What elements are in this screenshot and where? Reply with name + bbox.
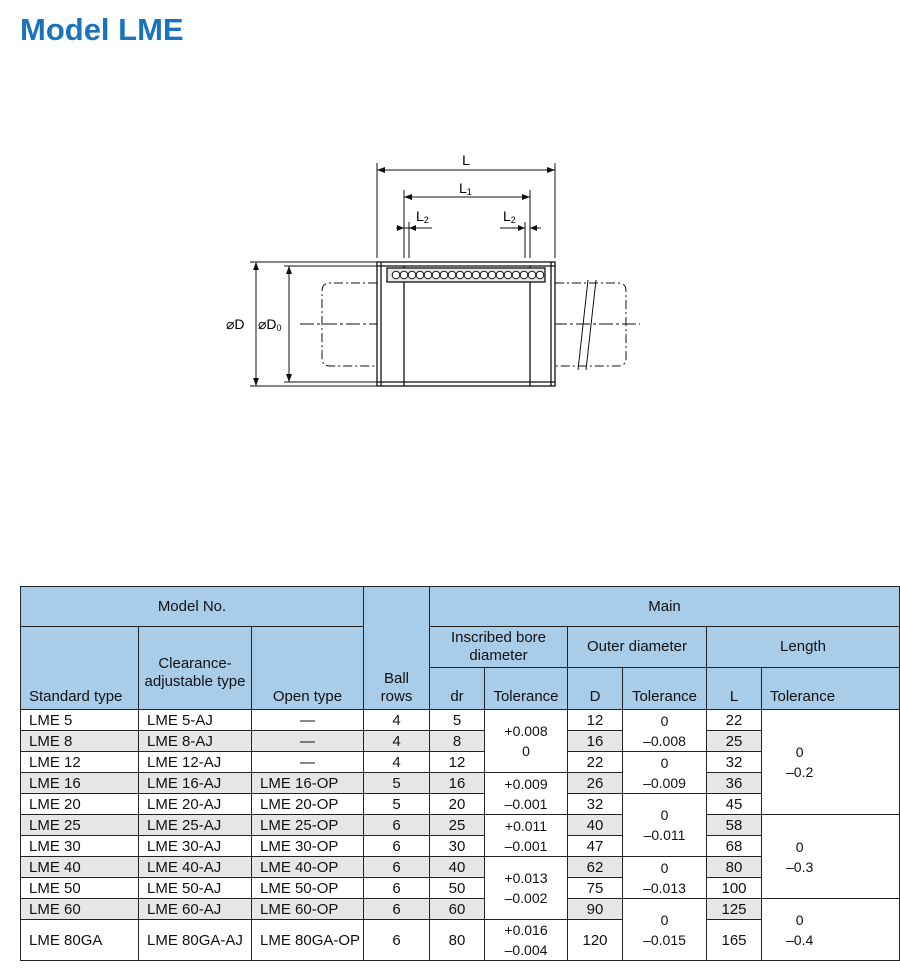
tolerance-upper: 0 xyxy=(795,911,804,928)
cell-D: 90 xyxy=(568,899,623,920)
cell-standard-type: LME 40 xyxy=(21,857,139,878)
header-outer-diameter: Outer diameter xyxy=(568,627,707,668)
cell-ball-rows: 6 xyxy=(364,815,430,836)
cell-D: 22 xyxy=(568,752,623,773)
cell-clearance-type: LME 5-AJ xyxy=(139,710,252,731)
tolerance-upper: 0 xyxy=(660,911,669,928)
cell-L: 25 xyxy=(707,731,762,752)
cell-L-tolerance xyxy=(762,710,900,815)
cell-clearance-type: LME 12-AJ xyxy=(139,752,252,773)
cell-standard-type: LME 12 xyxy=(21,752,139,773)
label-phi-D0: ⌀D0 xyxy=(258,316,282,333)
tolerance-upper: 0 xyxy=(795,744,804,760)
cell-open-type: LME 40-OP xyxy=(252,857,364,878)
cell-L: 32 xyxy=(707,752,762,773)
cell-dr-tolerance xyxy=(485,773,568,815)
tolerance-upper: 0 xyxy=(660,754,669,771)
cell-dr-tolerance xyxy=(485,815,568,857)
tolerance-lower: –0.011 xyxy=(643,827,686,843)
cell-standard-type: LME 20 xyxy=(21,794,139,815)
cell-dr: 60 xyxy=(430,899,485,920)
cell-dr: 12 xyxy=(430,752,485,773)
cell-standard-type: LME 5 xyxy=(21,710,139,731)
header-L: L xyxy=(707,668,762,710)
tolerance-lower: –0.009 xyxy=(643,774,686,791)
cell-ball-rows: 6 xyxy=(364,920,430,961)
cell-dr-tolerance xyxy=(485,920,568,961)
cell-clearance-type: LME 8-AJ xyxy=(139,731,252,752)
cell-L-tolerance xyxy=(762,815,900,899)
cell-dr: 16 xyxy=(430,773,485,794)
cell-open-type: — xyxy=(252,710,364,731)
header-inscribed-bore: Inscribed bore diameter xyxy=(430,627,568,668)
tolerance-upper: 0 xyxy=(660,712,669,729)
cell-standard-type: LME 60 xyxy=(21,899,139,920)
header-row-2 xyxy=(21,627,900,668)
tolerance-upper: +0.011 xyxy=(504,817,548,834)
label-L1: L1 xyxy=(459,180,472,197)
cell-L: 45 xyxy=(707,794,762,815)
tolerance-upper: 0 xyxy=(660,807,669,823)
cell-ball-rows: 4 xyxy=(364,752,430,773)
cell-standard-type: LME 50 xyxy=(21,878,139,899)
cell-D-tolerance xyxy=(623,794,707,857)
cell-L: 36 xyxy=(707,773,762,794)
bushing-body xyxy=(377,262,555,386)
cell-L-tolerance xyxy=(762,899,900,961)
cell-standard-type: LME 8 xyxy=(21,731,139,752)
cell-dr-tolerance xyxy=(485,857,568,920)
header-D-tolerance: Tolerance xyxy=(623,668,707,710)
cell-open-type: LME 20-OP xyxy=(252,794,364,815)
cell-standard-type: LME 80GA xyxy=(21,920,139,961)
cell-ball-rows: 4 xyxy=(364,710,430,731)
cell-open-type: LME 50-OP xyxy=(252,878,364,899)
cell-L: 80 xyxy=(707,857,762,878)
header-ball-rows: Ball rows xyxy=(364,587,430,710)
cell-open-type: LME 60-OP xyxy=(252,899,364,920)
cell-D: 47 xyxy=(568,836,623,857)
header-dr-tolerance: Tolerance xyxy=(485,668,568,710)
cell-standard-type: LME 30 xyxy=(21,836,139,857)
header-clearance-type: Clearance-adjustable type xyxy=(139,627,252,710)
cell-ball-rows: 6 xyxy=(364,836,430,857)
label-L2-left: L2 xyxy=(416,208,429,225)
cell-ball-rows: 5 xyxy=(364,794,430,815)
tolerance-upper: +0.009 xyxy=(504,775,548,792)
header-standard-type: Standard type xyxy=(21,627,139,710)
cell-D: 62 xyxy=(568,857,623,878)
cell-ball-rows: 5 xyxy=(364,773,430,794)
cell-clearance-type: LME 40-AJ xyxy=(139,857,252,878)
cell-dr-tolerance xyxy=(485,710,568,773)
cell-clearance-type: LME 20-AJ xyxy=(139,794,252,815)
header-dr: dr xyxy=(430,668,485,710)
cell-ball-rows: 6 xyxy=(364,899,430,920)
dimension-L2-left xyxy=(396,222,432,258)
cell-L: 125 xyxy=(707,899,762,920)
cell-L: 100 xyxy=(707,878,762,899)
cell-clearance-type: LME 25-AJ xyxy=(139,815,252,836)
header-D: D xyxy=(568,668,623,710)
cell-D: 16 xyxy=(568,731,623,752)
cell-D-tolerance xyxy=(623,752,707,794)
cell-clearance-type: LME 30-AJ xyxy=(139,836,252,857)
cell-standard-type: LME 16 xyxy=(21,773,139,794)
page-title: Model LME xyxy=(20,12,184,47)
cell-clearance-type: LME 50-AJ xyxy=(139,878,252,899)
cell-D: 75 xyxy=(568,878,623,899)
cell-D: 32 xyxy=(568,794,623,815)
table-row xyxy=(21,815,900,836)
cell-open-type: — xyxy=(252,752,364,773)
tolerance-lower: –0.013 xyxy=(643,879,686,896)
tolerance-upper: 0 xyxy=(795,838,804,855)
cell-dr: 20 xyxy=(430,794,485,815)
cell-dr: 8 xyxy=(430,731,485,752)
tolerance-upper: 0 xyxy=(660,859,669,876)
cell-clearance-type: LME 16-AJ xyxy=(139,773,252,794)
label-L: L xyxy=(462,152,470,168)
tolerance-lower: –0.002 xyxy=(504,890,548,906)
tolerance-lower: –0.2 xyxy=(786,764,814,780)
cell-dr: 5 xyxy=(430,710,485,731)
tolerance-lower: –0.3 xyxy=(786,858,814,875)
cell-D-tolerance xyxy=(623,710,707,752)
cell-standard-type: LME 25 xyxy=(21,815,139,836)
tolerance-lower: –0.001 xyxy=(504,795,548,812)
header-length: Length xyxy=(707,627,900,668)
tolerance-lower: –0.001 xyxy=(504,837,548,854)
header-row-1 xyxy=(21,587,900,627)
cell-dr: 25 xyxy=(430,815,485,836)
cell-D-tolerance xyxy=(623,899,707,961)
cell-open-type: — xyxy=(252,731,364,752)
cell-open-type: LME 80GA-OP xyxy=(252,920,364,961)
cell-D: 120 xyxy=(568,920,623,961)
cell-clearance-type: LME 80GA-AJ xyxy=(139,920,252,961)
cell-L: 165 xyxy=(707,920,762,961)
spec-table xyxy=(20,586,900,961)
cell-D: 12 xyxy=(568,710,623,731)
header-model-no: Model No. xyxy=(21,587,364,627)
cell-clearance-type: LME 60-AJ xyxy=(139,899,252,920)
header-main: Main xyxy=(430,587,900,627)
tolerance-upper: +0.016 xyxy=(504,922,548,938)
cell-L: 68 xyxy=(707,836,762,857)
dimension-L2-right xyxy=(500,222,541,258)
table-row xyxy=(21,899,900,920)
tolerance-lower: –0.4 xyxy=(786,931,814,948)
cell-open-type: LME 30-OP xyxy=(252,836,364,857)
label-L2-right: L2 xyxy=(503,208,516,225)
cell-L: 58 xyxy=(707,815,762,836)
cell-ball-rows: 4 xyxy=(364,731,430,752)
cell-D: 26 xyxy=(568,773,623,794)
cell-open-type: LME 25-OP xyxy=(252,815,364,836)
tolerance-lower: –0.015 xyxy=(643,931,686,948)
cell-dr: 80 xyxy=(430,920,485,961)
label-phi-D: ⌀D xyxy=(226,316,245,332)
cell-dr: 30 xyxy=(430,836,485,857)
cell-dr: 50 xyxy=(430,878,485,899)
cell-open-type: LME 16-OP xyxy=(252,773,364,794)
tolerance-upper: +0.008 xyxy=(504,723,548,739)
ball-row xyxy=(392,271,544,279)
tolerance-lower: –0.004 xyxy=(504,942,548,958)
cell-L: 22 xyxy=(707,710,762,731)
table-row xyxy=(21,710,900,731)
cell-dr: 40 xyxy=(430,857,485,878)
tolerance-lower: 0 xyxy=(522,743,530,759)
tolerance-lower: –0.008 xyxy=(643,732,686,749)
header-L-tolerance: Tolerance xyxy=(762,668,900,710)
tolerance-upper: +0.013 xyxy=(504,870,548,886)
cell-ball-rows: 6 xyxy=(364,878,430,899)
header-open-type: Open type xyxy=(252,627,364,710)
cell-D-tolerance xyxy=(623,857,707,899)
cell-ball-rows: 6 xyxy=(364,857,430,878)
cell-D: 40 xyxy=(568,815,623,836)
